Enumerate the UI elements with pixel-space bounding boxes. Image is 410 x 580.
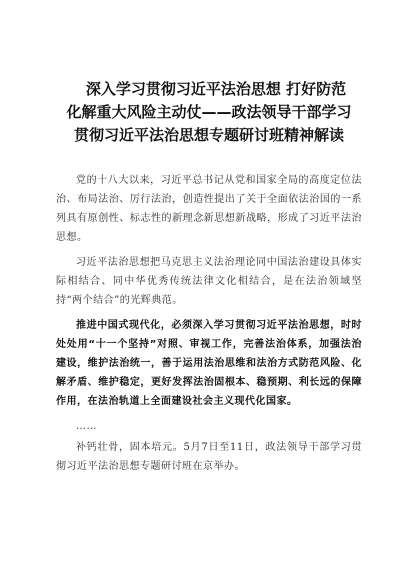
- body-paragraph-1: 党的十八大以来，习近平总书记从党和国家全局的高度定位法治、布局法治、厉行法治，创造性提出了关于全面依法治国的一系列具有原创性、标志性的新理念新思想新战略，形成了习近平法治思想。: [56, 175, 362, 243]
- title-line-2: 化解重大风险主动仗——政法领导干部学习: [66, 103, 352, 121]
- title-line-1: 深入学习贯彻习近平法治思想 打好防范: [85, 80, 347, 98]
- title-line-3: 贯彻习近平法治思想专题研讨班精神解读: [73, 126, 344, 144]
- body-paragraph-5: 补钙壮骨，固本培元。5月7日至11日，政法领导干部学习贯彻习近平法治思想专题研讨班在京举办。: [56, 442, 362, 472]
- ellipsis-paragraph: ……: [76, 421, 97, 432]
- body-paragraph-2: 习近平法治思想把马克思主义法治理论同中国法治建设具体实际相结合、同中华优秀传统法律文化相结合，是在法治领域坚持“两个结合”的光辉典范。: [56, 257, 362, 306]
- body-paragraph-3: 推进中国式现代化，必须深入学习贯彻习近平法治思想，时时处处用“十一个坚持”对照、审视工作，完善法治体系，加强法治建设，维护法治统一，善于运用法治思维和法治方式防范风险、化解矛盾、维护稳定，更好发挥法治固根本、稳预期、利长远的保障作用，在法治轨道上全面建设社会主义现代化国家。: [56, 320, 362, 407]
- document-title: [56, 78, 362, 147]
